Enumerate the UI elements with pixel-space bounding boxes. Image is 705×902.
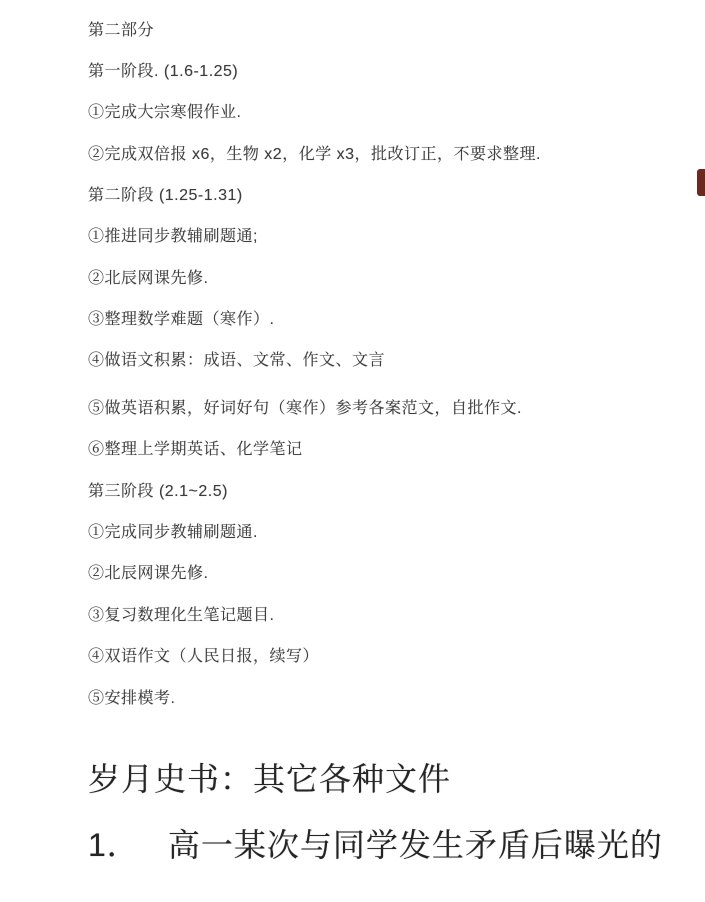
plan-line: 第一阶段. (1.6-1.25) [88,63,239,80]
item-text: 高一某次与同学发生矛盾后曝光的 [167,827,663,863]
plan-line: 第二阶段 (1.25-1.31) [88,187,243,204]
red-scroll-marker[interactable] [697,169,705,196]
plan-line: ②北辰网课先修. [88,565,209,582]
plan-line: ③复习数理化生笔记题目. [88,607,275,624]
plan-line: ①完成大宗寒假作业. [88,104,242,121]
plan-line: ⑤做英语积累，好词好句（寒作）参考各案范文，自批作文. [88,400,522,417]
plan-line: ①完成同步教辅刷题通. [88,524,258,541]
numbered-list-item [88,826,663,864]
plan-line: ①推进同步教辅刷题通; [88,228,258,245]
plan-line: ②完成双倍报 x6，生物 x2，化学 x3，批改订正，不要求整理. [88,146,541,163]
plan-line: 第三阶段 (2.1~2.5) [88,483,228,500]
plan-line: ③整理数学难题（寒作）. [88,311,275,328]
plan-line: ⑤安排模考. [88,690,176,707]
section-heading: 岁月史书：其它各种文件 [88,761,452,797]
plan-line: ④做语文积累：成语、文常、作文、文言 [88,352,386,369]
plan-line: ④双语作文（人民日报，续写） [88,648,320,665]
plan-line: ⑥整理上学期英话、化学笔记 [88,441,303,458]
plan-line: 第二部分 [88,22,155,39]
item-number: 1． [88,827,140,863]
plan-line: ②北辰网课先修. [88,270,209,287]
